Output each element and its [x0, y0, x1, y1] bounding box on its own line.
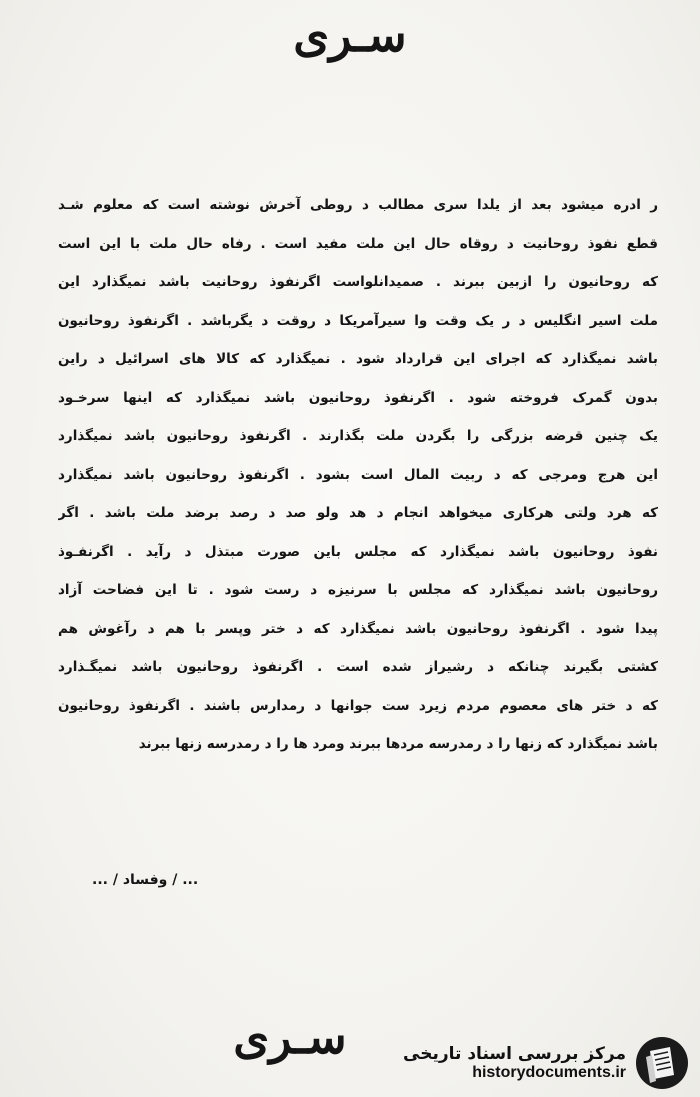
body-line: ملت اسیر انگلیس د ر یک وقت وا سیرآمریکا د روقت د یگرباشد . اگرنفوذ روحانیون [58, 312, 658, 329]
archive-watermark [403, 1034, 690, 1092]
book-page-icon [634, 1035, 690, 1091]
body-line: این هرج ومرجی که د ربیت المال است بشود . اگرنفوذ روحانیون باشد نمیگذارد [58, 466, 658, 483]
watermark-url: historydocuments.ir [472, 1064, 626, 1081]
watermark-text [403, 1044, 626, 1082]
closing-line: ... / وفساد / ... [92, 872, 199, 888]
body-line: یک چنین قرضه بزرگی را بگردن ملت بگذارند . اگرنفوذ روحانیون باشد نمیگذارد [58, 428, 658, 444]
body-line: قطع نفوذ روحانیت د روقاه حال این ملت مفید است . رفاه حال ملت با این است [58, 235, 658, 252]
body-line: روحانیون باشد نمیگذارد که مجلس با سرنیزه د رست شود . تا این فضاحت آزاد [58, 582, 658, 598]
body-line: ر ادره میشود بعد از یلدا سری مطالب د روطی آخرش نوشته است که معلوم شـد [58, 197, 658, 213]
body-line: نفوذ روحانیون باشد نمیگذارد که مجلس باین صورت مبتذل د رآید . اگرنفـوذ [58, 543, 658, 560]
secret-heading-bottom: سـری [233, 1010, 347, 1064]
body-line: باشد نمیگذارد که زنها را د رمدرسه مردها ببرند ومرد ها را د رمدرسه زنها ببرند [138, 736, 658, 752]
body-line: پیدا شود . اگرنفوذ روحانیون باشد نمیگذارد که د ختر وپسر با هم د رآغوش هم [58, 620, 658, 637]
body-line: که هرد ولتی هرکاری میخواهد انجام د هد ولو صد د رصد برضد ملت باشد . اگر [58, 505, 658, 521]
watermark-title: مرکز بررسی اسناد تاریخی [403, 1044, 626, 1064]
body-line: که د ختر های معصوم مردم زیرد ست جوانها د رمدارس باشند . اگرنفوذ روحانیون [58, 697, 658, 714]
body-line: بدون گمرک فروخته شود . اگرنفوذ روحانیون باشد نمیگذارد که اینها سرخـود [58, 389, 658, 406]
body-line: که روحانیون را ازبین ببرند . صمیدانلواست اگرنفوذ روحانیت باشد نمیگذارد این [58, 274, 658, 290]
body-line: باشد نمیگذارد که اجرای این قرارداد شود . نمیگذارد که کالا های اسرائیل د راین [58, 351, 658, 367]
secret-heading-top: سـری [293, 8, 407, 62]
body-line: کشتی بگیرند چنانکه د رشیراز شده است . اگرنفوذ روحانیون باشد نمیگـذارد [58, 659, 658, 675]
document-body [58, 186, 658, 764]
